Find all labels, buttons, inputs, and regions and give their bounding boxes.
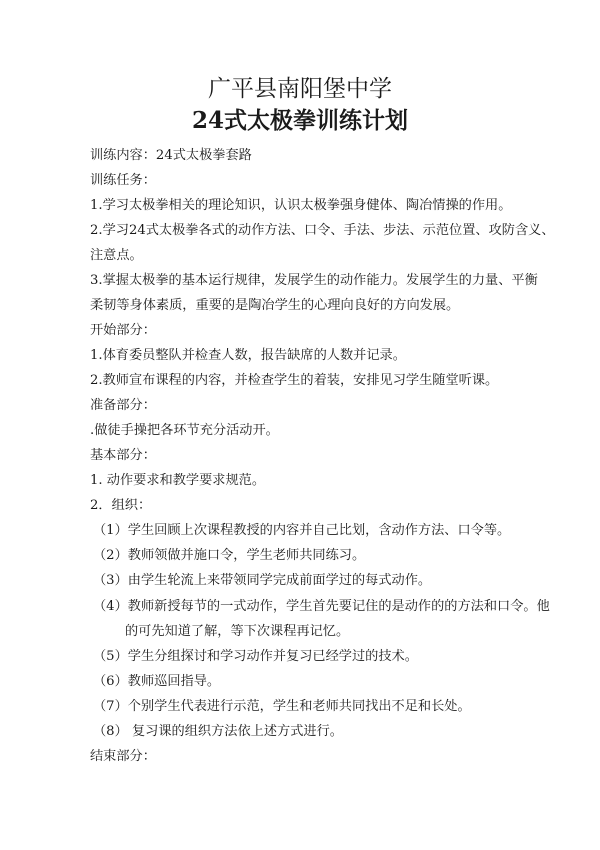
training-tasks-heading: 训练任务： xyxy=(90,173,156,188)
start-item-2: 2.教师宣布课程的内容，并检查学生的着装，安排见习学生随堂听课。 xyxy=(90,373,499,388)
training-content: 训练内容：24式太极拳套路 xyxy=(90,148,252,163)
basic-item-2: 2．组织： xyxy=(90,498,152,513)
organize-step-4-cont: 的可先知道了解，等下次课程再记忆。 xyxy=(125,624,350,639)
plan-title: 24式太极拳训练计划 xyxy=(191,107,408,134)
organize-step-6: （6）教师巡回指导。 xyxy=(93,674,221,689)
organize-step-2: （2）教师领做并施口令，学生老师共同练习。 xyxy=(93,548,366,563)
prep-section-heading: 准备部分： xyxy=(90,398,156,413)
task-item-3-cont: 柔韧等身体素质，重要的是陶冶学生的心理向良好的方向发展。 xyxy=(90,298,460,313)
organize-step-3: （3）由学生轮流上来带领同学完成前面学过的每式动作。 xyxy=(93,573,432,588)
start-item-1: 1.体育委员整队并检查人数，报告缺席的人数并记录。 xyxy=(90,348,406,363)
organize-step-8: （8） 复习课的组织方法依上述方式进行。 xyxy=(93,724,343,739)
organize-step-1: （1）学生回顾上次课程教授的内容并自己比划，含动作方法、口令等。 xyxy=(93,523,511,538)
task-item-2-cont: 注意点。 xyxy=(90,248,143,263)
start-section-heading: 开始部分： xyxy=(90,323,156,338)
task-item-1: 1.学习太极拳相关的理论知识，认识太极拳强身健体、陶冶情操的作用。 xyxy=(90,198,512,213)
task-item-2: 2.学习24式太极拳各式的动作方法、口令、手法、步法、示范位置、攻防含义、 xyxy=(90,223,555,238)
basic-section-heading: 基本部分： xyxy=(90,448,156,463)
organize-step-5: （5）学生分组探讨和学习动作并复习已经学过的技术。 xyxy=(93,649,418,664)
prep-item: .做徒手操把各环节充分活动开。 xyxy=(90,423,279,438)
task-item-3: 3.掌握太极拳的基本运行规律，发展学生的动作能力。发展学生的力量、平衡 xyxy=(90,273,538,288)
organize-step-7: （7）个别学生代表进行示范，学生和老师共同找出不足和长处。 xyxy=(93,699,471,714)
school-name: 广平县南阳堡中学 xyxy=(208,76,392,102)
organize-step-4: （4）教师新授每节的一式动作，学生首先要记住的是动作的的方法和口令。他 xyxy=(93,599,550,614)
basic-item-1: 1. 动作要求和教学要求规范。 xyxy=(90,473,266,488)
end-section-heading: 结束部分： xyxy=(90,749,156,764)
